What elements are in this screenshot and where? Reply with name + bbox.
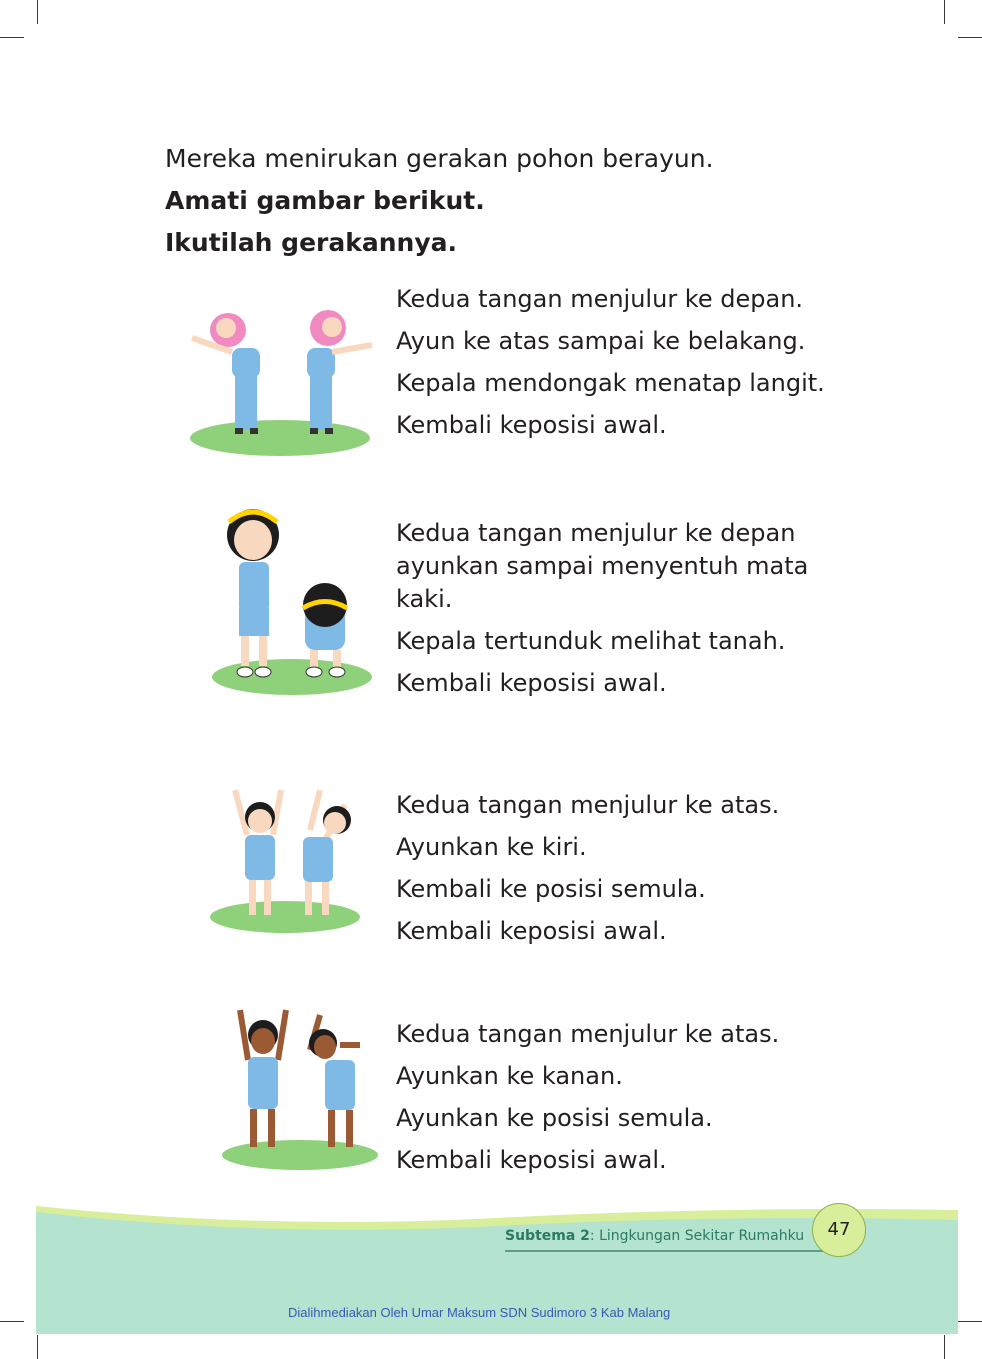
exercise-line: Ayunkan ke kiri. — [396, 833, 587, 861]
illustration-bend-back — [180, 300, 380, 465]
exercise-line: Kepala mendongak menatap langit. — [396, 369, 825, 397]
credit-text: Dialihmediakan Oleh Umar Maksum SDN Sudimoro 3 Kab Malang — [288, 1305, 671, 1320]
subtema-title: : Lingkungan Sekitar Rumahku — [589, 1228, 805, 1244]
exercise-line: Kembali keposisi awal. — [396, 411, 667, 439]
exercise-line: Kembali keposisi awal. — [396, 669, 667, 697]
crop-mark — [37, 1335, 38, 1359]
page-number: 47 — [812, 1203, 866, 1257]
exercise-line: Ayun ke atas sampai ke belakang. — [396, 327, 806, 355]
grass-patch — [210, 901, 360, 933]
instruction-follow: Ikutilah gerakannya. — [165, 228, 457, 257]
exercise-line: Kedua tangan menjulur ke atas. — [396, 791, 780, 819]
exercise-line: Kembali keposisi awal. — [396, 917, 667, 945]
grass-patch — [222, 1140, 378, 1170]
exercise-line: Ayunkan ke kanan. — [396, 1062, 623, 1090]
subtema-label: Subtema 2 — [505, 1228, 590, 1244]
exercise-2-text — [396, 517, 856, 709]
crop-mark — [944, 1335, 945, 1359]
exercise-line: Ayunkan ke posisi semula. — [396, 1104, 713, 1132]
crop-mark — [958, 37, 982, 38]
exercise-line: Kembali keposisi awal. — [396, 1146, 667, 1174]
crop-mark — [958, 1321, 982, 1322]
exercise-line: Kedua tangan menjulur ke atas. — [396, 1020, 780, 1048]
crop-mark — [0, 1321, 24, 1322]
subtema-caption — [505, 1228, 804, 1244]
exercise-1-text — [396, 283, 856, 451]
exercise-4-text — [396, 1018, 856, 1186]
exercise-line: Kedua tangan menjulur ke depan ayunkan sampai menyentuh mata kaki. — [396, 519, 809, 613]
exercise-3-text — [396, 789, 856, 957]
grass-patch — [212, 659, 372, 695]
crop-mark — [37, 0, 38, 24]
grass-patch — [190, 420, 370, 456]
crop-mark — [0, 37, 24, 38]
illustration-sway-right — [220, 1005, 385, 1170]
exercise-line: Kepala tertunduk melihat tanah. — [396, 627, 786, 655]
illustration-bend-forward — [205, 500, 380, 700]
intro-text: Mereka menirukan gerakan pohon berayun. — [165, 144, 714, 173]
exercise-line: Kembali ke posisi semula. — [396, 875, 706, 903]
instruction-observe: Amati gambar berikut. — [165, 186, 485, 215]
exercise-line: Kedua tangan menjulur ke depan. — [396, 285, 804, 313]
crop-mark — [944, 0, 945, 24]
illustration-sway-left — [205, 785, 365, 935]
footer-rule — [505, 1250, 835, 1252]
